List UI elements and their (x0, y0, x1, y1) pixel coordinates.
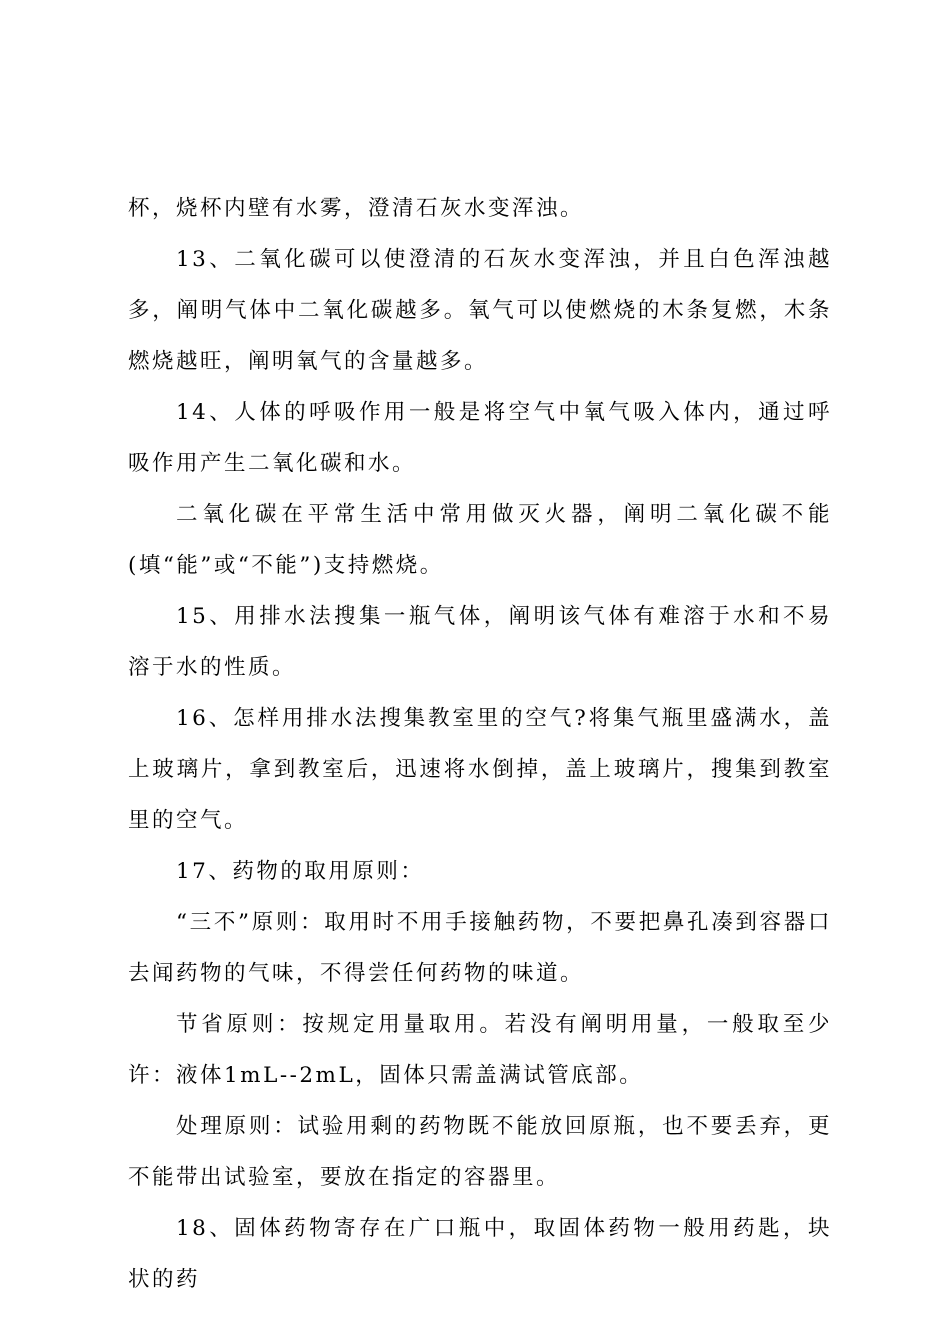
document-body (128, 183, 832, 1305)
paragraph-co2-fire: 二氧化碳在平常生活中常用做灭火器，阐明二氧化碳不能(填“能”或“不能”)支持燃烧。 (128, 502, 832, 578)
paragraph-item-16: 16、怎样用排水法搜集教室里的空气?将集气瓶里盛满水，盖上玻璃片，拿到教室后，迅速将水倒掉，盖上玻璃片，搜集到教室里的空气。 (128, 706, 832, 833)
paragraph-item-17: 17、药物的取用原则： (176, 859, 425, 884)
paragraph-continuation: 杯，烧杯内壁有水雾，澄清石灰水变浑浊。 (128, 196, 585, 221)
paragraph-three-no-principle: “三不”原则：取用时不用手接触药物，不要把鼻孔凑到容器口去闻药物的气味，不得尝任何药物的味道。 (128, 910, 832, 986)
paragraph-item-14: 14、人体的呼吸作用一般是将空气中氧气吸入体内，通过呼吸作用产生二氧化碳和水。 (128, 400, 832, 476)
paragraph-disposal-principle: 处理原则：试验用剩的药物既不能放回原瓶，也不要丢弃，更不能带出试验室，要放在指定的容器里。 (128, 1114, 832, 1190)
paragraph-saving-principle: 节省原则：按规定用量取用。若没有阐明用量，一般取至少许：液体1mL--2mL，固体只需盖满试管底部。 (128, 1012, 832, 1088)
paragraph-item-15: 15、用排水法搜集一瓶气体，阐明该气体有难溶于水和不易溶于水的性质。 (128, 604, 832, 680)
paragraph-item-18: 18、固体药物寄存在广口瓶中，取固体药物一般用药匙，块状的药 (128, 1216, 832, 1292)
paragraph-item-13: 13、二氧化碳可以使澄清的石灰水变浑浊，并且白色浑浊越多，阐明气体中二氧化碳越多。氧气可以使燃烧的木条复燃，木条燃烧越旺，阐明氧气的含量越多。 (128, 247, 832, 374)
